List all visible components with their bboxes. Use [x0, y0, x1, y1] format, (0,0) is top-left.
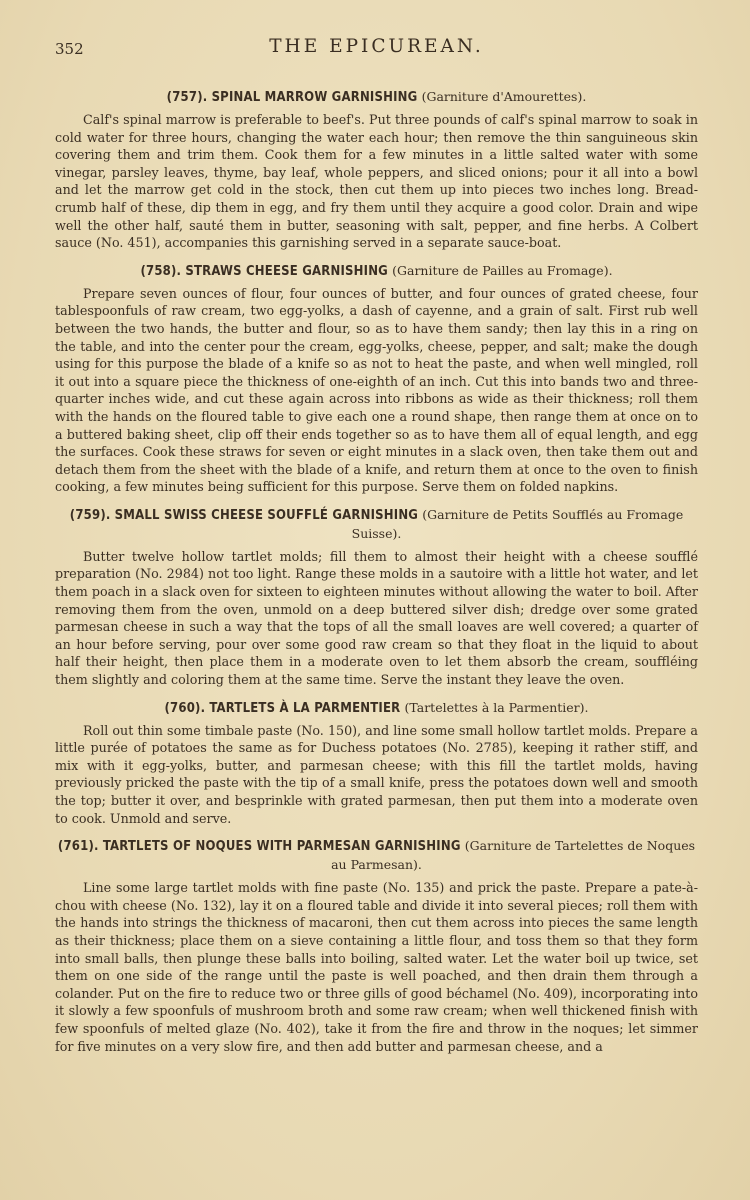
- recipe-heading: [55, 262, 698, 281]
- recipe-french-title: (Tartelettes à la Parmentier).: [404, 699, 589, 715]
- recipe-number: (759).: [69, 507, 111, 523]
- recipe-french-title: (Garniture de Pailles au Fromage).: [392, 262, 613, 278]
- recipe-french-title: (Garniture de Petits Soufflés au Fromage Suisse).: [351, 506, 684, 541]
- recipe-title: SMALL SWISS CHEESE SOUFFLÉ GARNISHING: [114, 507, 419, 523]
- recipe-french-title: (Garniture d'Amourettes).: [421, 89, 587, 104]
- recipe-text: Calf's spinal marrow is preferable to beef's. Put three pounds of calf's spinal marrow to soak in cold water for three hours, changing the water each hour; then remove the thin sanguineous skin covering them and trim them. Cook them for a few minutes in a little salted water with some vinegar, parsley leaves, thyme, bay leaf, whole peppers, and sliced onions; pour it all into a bowl and let the marrow get cold in the stock, then cut them up into pieces two inches long. Bread-crumb half of these, dip them in egg, and fry them until they acquire a good color. Drain and wipe well the other half, sauté them in butter, seasoning with salt, pepper, and fine herbs. A Colbert sauce (No. 451), accompanies this garnishing served in a separate sauce-boat.: [55, 112, 698, 251]
- recipe-text: Prepare seven ounces of flour, four ounces of butter, and four ounces of grated cheese, four tablespoonfuls of raw cream, two egg-yolks, a dash of cayenne, and a grain of salt. First rub well between the two hands, the butter and flour, so as to have them sandy; then lay this in a ring on the table, and into the center pour the cream, egg-yolks, cheese, pepper, and salt; make the dough using for this purpose the blade of a knife so as not to heat the paste, and when well mingled, roll it out into a square piece the thickness of one-eighth of an inch. Cut this into bands two and three-quarter inches wide, and cut these again across into ribbons as wide as their thickness; roll them with the hands on the floured table to give each one a round shape, then range them at once on to a buttered baking sheet, clip off their ends together so as to have them all of equal length, and egg the surfaces. Cook these straws for seven or eight minutes in a slack oven, then take them out and detach them from the sheet with the blade of a knife, and return them at once to the oven to finish cooking, a few minutes being sufficient for this purpose. Serve them on folded napkins.: [55, 285, 698, 495]
- recipe-heading: [55, 699, 698, 718]
- recipe-heading: [55, 506, 698, 544]
- recipe-text: Butter twelve hollow tartlet molds; fill them to almost their height with a cheese soufflé preparation (No. 2984) not too light. Range these molds in a sautoire with a little hot water, and let them poach in a slack oven for sixteen to eighteen minutes without allowing the water to boil. After removing them from the oven, unmold on a deep buttered silver dish; dredge over some grated parmesan cheese in such a way that the tops of all the small loaves are well covered; a quarter of an hour before serving, pour over some good raw cream so that they float in the liquid to about half their height, then place them in a moderate oven to let them absorb the cream, souffléing them slightly and coloring them at the same time. Serve the instant they leave the oven.: [55, 548, 698, 688]
- recipe-title: TARTLETS À LA PARMENTIER: [209, 700, 401, 716]
- recipe-number: (758).: [140, 263, 182, 279]
- recipe-number: (760).: [164, 700, 206, 716]
- page-number: 352: [55, 40, 84, 58]
- recipe-757: [55, 88, 698, 252]
- recipe-text: Roll out thin some timbale paste (No. 150), and line some small hollow tartlet molds. Prepare a little purée of potatoes the same as for Duchess potatoes (No. 2785), keeping it rather stiff, and mix with it egg-yolks, butter, and parmesan cheese; with this fill the tartlet molds, having previously pricked the paste with the tip of a small knife, press the potatoes down well and smooth the top; butter it over, and besprinkle with grated parmesan, then put them into a moderate oven to cook. Unmold and serve.: [55, 722, 698, 826]
- recipe-number: (761).: [57, 839, 99, 855]
- recipe-heading: [55, 837, 698, 875]
- recipe-759: [55, 506, 698, 689]
- recipe-heading: [55, 88, 698, 107]
- running-title: THE EPICUREAN.: [269, 36, 484, 57]
- recipe-number: (757).: [166, 90, 208, 105]
- running-head: [55, 36, 698, 66]
- recipe-text: Line some large tartlet molds with fine paste (No. 135) and prick the paste. Prepare a pate-à-chou with cheese (No. 132), lay it on a floured table and divide it into several pieces; roll them with the hands into strings the thickness of macaroni, then cut them across into pieces the same length as their thickness; place them on a sieve containing a little flour, and toss them so that they form into small balls, then plunge these balls into boiling, salted water. Let the water boil up twice, set them on one side of the range until the paste is well poached, and then drain them through a colander. Put on the fire to reduce two or three gills of good béchamel (No. 409), incorporating into it slowly a few spoonfuls of mushroom broth and some raw cream; when well thickened finish with few spoonfuls of melted glaze (No. 402), take it from the fire and throw in the noques; let simmer for five minutes on a very slow fire, and then add butter and parmesan cheese, and a: [55, 880, 699, 1054]
- recipe-title: SPINAL MARROW GARNISHING: [211, 90, 418, 105]
- recipe-758: [55, 262, 698, 496]
- recipe-title: TARTLETS OF NOQUES WITH PARMESAN GARNISHING: [102, 839, 461, 855]
- recipe-french-title: (Garniture de Tartelettes de Noques au Parmesan).: [331, 838, 696, 873]
- recipe-760: [55, 699, 698, 828]
- recipe-title: STRAWS CHEESE GARNISHING: [185, 263, 388, 279]
- recipe-761: [55, 837, 698, 1055]
